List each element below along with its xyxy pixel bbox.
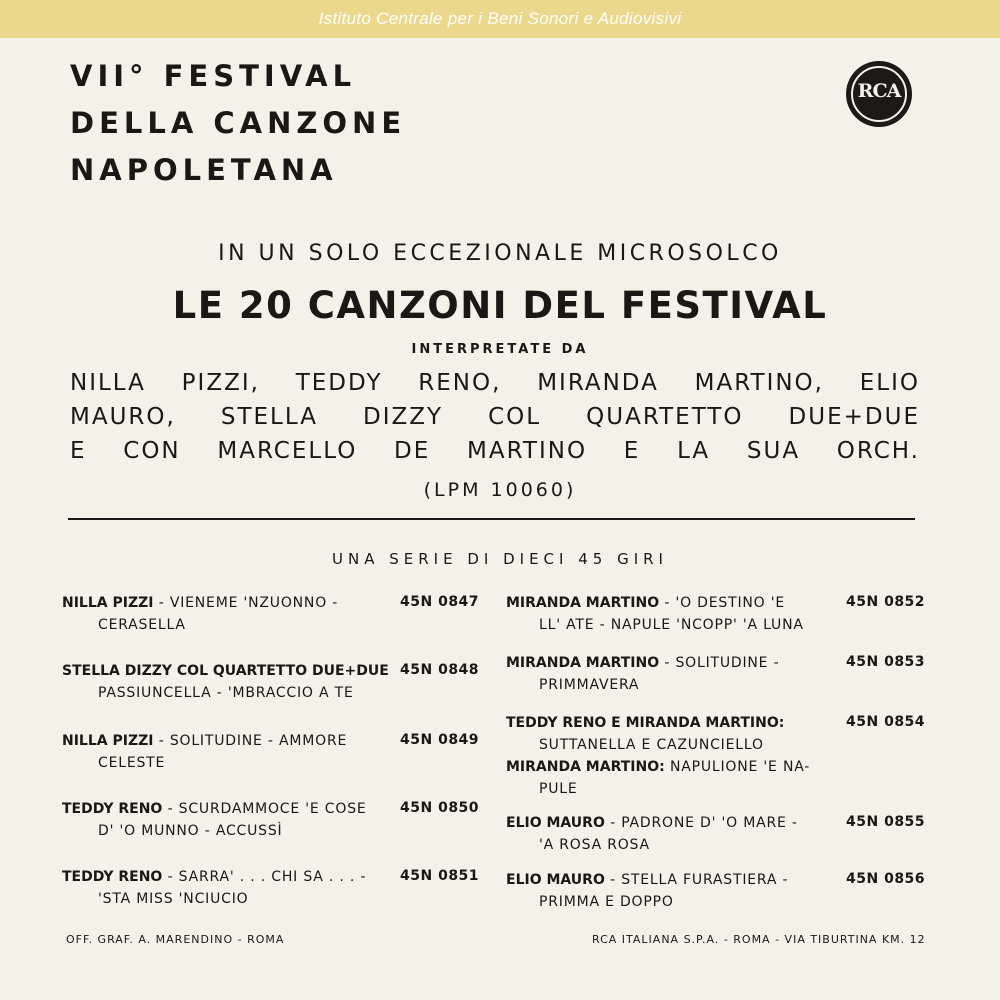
- record-entry-0849: [62, 730, 347, 774]
- festival-title-line-1: VII° FESTIVAL: [70, 59, 357, 93]
- record-artist: TEDDY RENO E MIRANDA MARTINO:: [506, 715, 785, 731]
- headline-sub: INTERPRETATE DA: [411, 342, 589, 357]
- record-line-1: [506, 592, 804, 614]
- record-entry-0848: [62, 660, 389, 704]
- record-line-2: 'A ROSA ROSA: [539, 837, 650, 853]
- record-line-1: [506, 869, 788, 891]
- record-songs: - SOLITUDINE - AMMORE: [153, 733, 348, 749]
- series-heading: UNA SERIE DI DIECI 45 GIRI: [332, 550, 668, 568]
- record-songs: - STELLA FURASTIERA -: [604, 872, 789, 888]
- record-line-1: [62, 592, 338, 614]
- record-line-1: [506, 712, 810, 734]
- record-artist: STELLA DIZZY COL QUARTETTO DUE+DUE: [62, 663, 389, 679]
- record-artist: MIRANDA MARTINO: [506, 655, 660, 671]
- record-line-3: [506, 756, 810, 778]
- performers-line-2: MAURO, STELLA DIZZY COL QUARTETTO DUE+DUE: [70, 404, 920, 430]
- record-entry-0847: [62, 592, 338, 636]
- record-artist: TEDDY RENO: [62, 869, 163, 885]
- catalog-code: (LPM 10060): [423, 479, 577, 501]
- record-artist: NILLA PIZZI: [62, 595, 154, 611]
- record-artist: ELIO MAURO: [506, 872, 605, 888]
- catalog-number: 45N 0854: [846, 714, 926, 730]
- catalog-number: 45N 0848: [400, 662, 480, 678]
- record-line-1: [506, 812, 798, 834]
- printer-credit: OFF. GRAF. A. MARENDINO - ROMA: [66, 933, 285, 946]
- record-line-2: PASSIUNCELLA - 'MBRACCIO A TE: [98, 685, 354, 701]
- record-line-1: [506, 652, 779, 674]
- record-artist: NILLA PIZZI: [62, 733, 154, 749]
- catalog-number: 45N 0856: [846, 871, 926, 887]
- record-artist: TEDDY RENO: [62, 801, 163, 817]
- rca-logo: [846, 61, 912, 127]
- headline-intro: IN UN SOLO ECCEZIONALE MICROSOLCO: [218, 241, 782, 266]
- record-line-2: CELESTE: [98, 755, 166, 771]
- catalog-number: 45N 0855: [846, 814, 926, 830]
- record-line-1: [62, 866, 366, 888]
- record-line-2: D' 'O MUNNO - ACCUSSÌ: [98, 823, 283, 839]
- record-line-1: [62, 730, 347, 752]
- catalog-number: 45N 0851: [400, 868, 480, 884]
- rca-logo-text: RCA: [857, 80, 901, 102]
- record-songs: - SCURDAMMOCE 'E COSE: [162, 801, 367, 817]
- record-entry-0854: [506, 712, 810, 800]
- catalog-number: 45N 0847: [400, 594, 480, 610]
- festival-title-line-2: DELLA CANZONE: [70, 106, 407, 140]
- record-songs: - 'O DESTINO 'E: [659, 595, 786, 611]
- record-line-2: PRIMMA E DOPPO: [539, 894, 674, 910]
- record-line-4: PULE: [539, 781, 578, 797]
- catalog-number: 45N 0849: [400, 732, 480, 748]
- performers-line-1: NILLA PIZZI, TEDDY RENO, MIRANDA MARTINO, ELIO: [70, 370, 920, 396]
- record-artist: ELIO MAURO: [506, 815, 605, 831]
- archive-banner: [0, 0, 1000, 38]
- record-line-2: CERASELLA: [98, 617, 186, 633]
- headline-main: LE 20 CANZONI DEL FESTIVAL: [172, 284, 828, 327]
- record-entry-0852: [506, 592, 804, 636]
- catalog-number: 45N 0852: [846, 594, 926, 610]
- record-songs: - PADRONE D' 'O MARE -: [604, 815, 798, 831]
- publisher-credit: RCA ITALIANA S.P.A. - ROMA - VIA TIBURTINA KM. 12: [592, 933, 926, 946]
- record-artist: MIRANDA MARTINO: [506, 595, 660, 611]
- festival-title-line-3: NAPOLETANA: [70, 153, 338, 187]
- record-artist: MIRANDA MARTINO:: [506, 759, 665, 775]
- divider-rule: [68, 518, 915, 520]
- record-entry-0853: [506, 652, 779, 696]
- record-line-2: SUTTANELLA E CAZUNCIELLO: [539, 737, 764, 753]
- record-entry-0851: [62, 866, 366, 910]
- record-songs: - SOLITUDINE -: [659, 655, 780, 671]
- record-entry-0855: [506, 812, 798, 856]
- record-line-1: [62, 660, 389, 682]
- catalog-number: 45N 0853: [846, 654, 926, 670]
- catalog-number: 45N 0850: [400, 800, 480, 816]
- record-songs: NAPULIONE 'E NA-: [664, 759, 811, 775]
- record-entry-0856: [506, 869, 788, 913]
- record-line-2: 'STA MISS 'NCIUCIO: [98, 891, 249, 907]
- record-entry-0850: [62, 798, 367, 842]
- record-songs: - SARRA' . . . CHI SA . . . -: [162, 869, 367, 885]
- archive-banner-text: Istituto Centrale per i Beni Sonori e Audiovisivi: [318, 9, 682, 28]
- performers-line-3: E CON MARCELLO DE MARTINO E LA SUA ORCH.: [70, 438, 920, 464]
- record-line-1: [62, 798, 367, 820]
- record-line-2: LL' ATE - NAPULE 'NCOPP' 'A LUNA: [539, 617, 804, 633]
- record-line-2: PRIMMAVERA: [539, 677, 640, 693]
- record-songs: - VIENEME 'NZUONNO -: [153, 595, 339, 611]
